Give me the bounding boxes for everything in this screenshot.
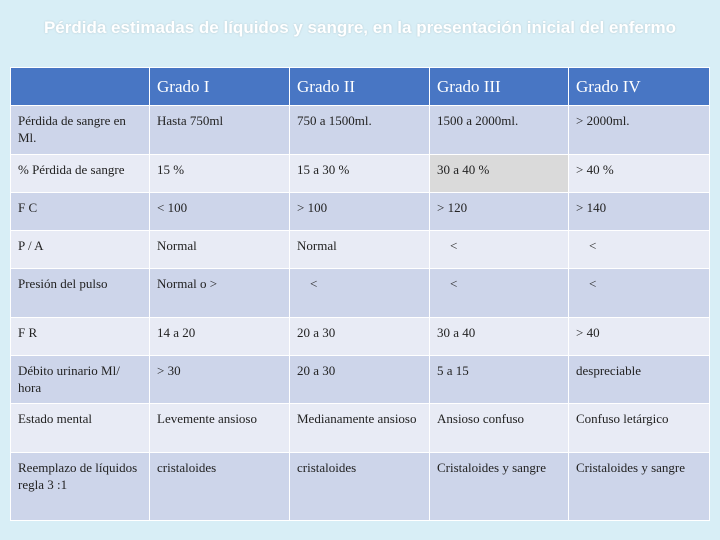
table-row — [11, 404, 710, 453]
table-cell: < 100 — [150, 193, 290, 231]
row-label: F C — [11, 193, 150, 231]
table-cell: 1500 a 2000ml. — [430, 106, 569, 155]
table-cell: 30 a 40 — [430, 318, 569, 356]
table-row — [11, 155, 710, 193]
table-cell: 20 a 30 — [290, 356, 430, 404]
table-cell: Ansioso confuso — [430, 404, 569, 453]
table-cell: < — [430, 269, 569, 318]
table-cell: Hasta 750ml — [150, 106, 290, 155]
table-row — [11, 269, 710, 318]
table-cell: < — [430, 231, 569, 269]
row-label: Pérdida de sangre en Ml. — [11, 106, 150, 155]
header-grado-iv: Grado IV — [569, 68, 710, 106]
table-cell: > 120 — [430, 193, 569, 231]
table-cell: Cristaloides y sangre — [569, 453, 710, 521]
table-row — [11, 231, 710, 269]
table-cell: Levemente ansioso — [150, 404, 290, 453]
header-grado-iii: Grado III — [430, 68, 569, 106]
table-row — [11, 193, 710, 231]
table-cell: < — [290, 269, 430, 318]
table-cell: 15 a 30 % — [290, 155, 430, 193]
table-cell: > 40 % — [569, 155, 710, 193]
row-label: Presión del pulso — [11, 269, 150, 318]
table-cell: 15 % — [150, 155, 290, 193]
table-cell: Normal — [290, 231, 430, 269]
row-label: F R — [11, 318, 150, 356]
table-cell: > 40 — [569, 318, 710, 356]
table-cell: > 30 — [150, 356, 290, 404]
table-row — [11, 318, 710, 356]
table-row — [11, 106, 710, 155]
table-cell: cristaloides — [150, 453, 290, 521]
row-label: Estado mental — [11, 404, 150, 453]
table-row — [11, 356, 710, 404]
row-label: Débito urinario Ml/ hora — [11, 356, 150, 404]
row-label: P / A — [11, 231, 150, 269]
header-grado-ii: Grado II — [290, 68, 430, 106]
table-cell: 750 a 1500ml. — [290, 106, 430, 155]
table-cell: > 100 — [290, 193, 430, 231]
table-cell: 14 a 20 — [150, 318, 290, 356]
table-row — [11, 453, 710, 521]
table-cell: Medianamente ansioso — [290, 404, 430, 453]
table-cell: despreciable — [569, 356, 710, 404]
table-cell: Cristaloides y sangre — [430, 453, 569, 521]
table-cell: 5 a 15 — [430, 356, 569, 404]
table-cell: < — [569, 269, 710, 318]
table-cell: Normal o > — [150, 269, 290, 318]
header-grado-i: Grado I — [150, 68, 290, 106]
table-cell: Confuso letárgico — [569, 404, 710, 453]
slide-title: Pérdida estimadas de líquidos y sangre, en la presentación inicial del enfermo — [43, 18, 677, 37]
table-cell: 30 a 40 % — [430, 155, 569, 193]
header-corner — [11, 68, 150, 106]
table-cell: 20 a 30 — [290, 318, 430, 356]
table-cell: > 2000ml. — [569, 106, 710, 155]
header-row — [11, 68, 710, 106]
table-cell: > 140 — [569, 193, 710, 231]
row-label: Reemplazo de líquidos regla 3 :1 — [11, 453, 150, 521]
table-cell: Normal — [150, 231, 290, 269]
table-cell: < — [569, 231, 710, 269]
table-cell: cristaloides — [290, 453, 430, 521]
row-label: % Pérdida de sangre — [11, 155, 150, 193]
blood-loss-table — [10, 67, 710, 521]
